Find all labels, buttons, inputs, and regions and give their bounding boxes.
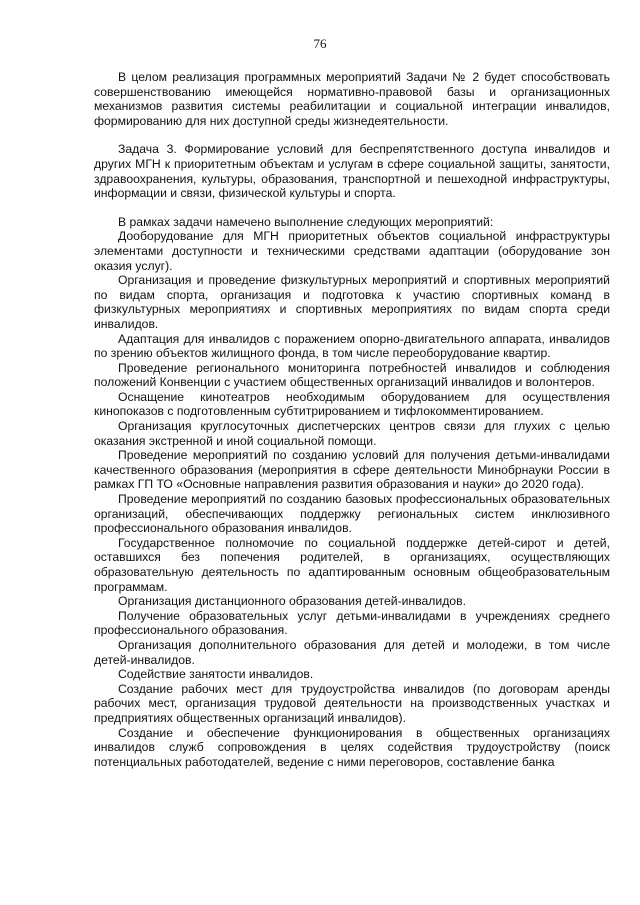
list-item: Государственное полномочие по социальной поддержке детей-сирот и детей, оставшихся без попечения родителей, в организациях, осуществляющих образовательную деятельность по адаптированным основным общеобразовательным программам. <box>94 535 610 594</box>
paragraph-task-3-heading: Задача 3. Формирование условий для беспрепятственного доступа инвалидов и других МГН к приоритетным объектам и услугам в сфере социальной защиты, занятости, здравоохранения, культуры, образования, транспортной и пешеходной инфраструктуры, информации и связи, физической культуры и спорта. <box>94 142 610 201</box>
list-item: Дооборудование для МГН приоритетных объектов социальной инфраструктуры элементами доступности и техническими средствами адаптации (оборудование зон оказия услуг). <box>94 229 610 273</box>
list-item: Организация дополнительного образования для детей и молодежи, в том числе детей-инвалидов. <box>94 637 610 667</box>
list-item: Организация и проведение физкультурных мероприятий и спортивных мероприятий по видам спорта, организация и подготовка к участию спортивных команд в физкультурных мероприятиях и спортивных мероприятиях по видам спорта среди инвалидов. <box>94 273 610 331</box>
list-item: Проведение мероприятий по созданию условий для получения детьми-инвалидами качественного образования (мероприятия в сфере деятельности Минобрнауки России в рамках ГП ТО «Основные направления развития образования и науки» до 2020 года). <box>94 448 610 492</box>
list-item: Проведение регионального мониторинга потребностей инвалидов и соблюдения положений Конвенции с участием общественных организаций инвалидов и волонтеров. <box>94 360 610 390</box>
list-item: Получение образовательных услуг детьми-инвалидами в учреждениях среднего профессионального образования. <box>94 608 610 638</box>
list-item: Создание рабочих мест для трудоустройства инвалидов (по договорам аренды рабочих мест, организация трудовой деятельности на производственных участках и предприятиях общественных организаций инвалидов). <box>94 681 610 725</box>
page-number: 76 <box>313 36 327 51</box>
list-item: Создание и обеспечение функционирования в общественных организациях инвалидов служб сопровождения в целях содействия трудоустройству (поиск потенциальных работодателей, ведение с ними переговоров, составление банка <box>94 725 610 769</box>
list-item: Адаптация для инвалидов с поражением опорно-двигательного аппарата, инвалидов по зрению объектов жилищного фонда, в том числе переоборудование квартир. <box>94 331 610 361</box>
list-item: Оснащение кинотеатров необходимым оборудованием для осуществления кинопоказов с подготовленным субтитрированием и тифлокомментированием. <box>94 389 610 419</box>
list-item: Содействие занятости инвалидов. <box>118 667 314 682</box>
list-item: Проведение мероприятий по созданию базовых профессиональных образовательных организаций, обеспечивающих поддержку региональных систем инклюзивного профессионального образования инвалидов. <box>94 492 610 536</box>
list-item: Организация круглосуточных диспетчерских центров связи для глухих с целью оказания экстренной и иной социальной помощи. <box>94 419 610 448</box>
paragraph-summary-task-2: В целом реализация программных мероприятий Задачи № 2 будет способствовать совершенствованию имеющейся нормативно-правовой базы и организационных механизмов развития системы реабилитации и социальной интеграции инвалидов, формированию для них доступной среды жизнедеятельности. <box>94 70 610 128</box>
paragraph-measures-intro: В рамках задачи намечено выполнение следующих мероприятий: <box>118 214 494 229</box>
body-text <box>94 70 610 769</box>
list-item: Организация дистанционного образования детей-инвалидов. <box>118 594 466 609</box>
